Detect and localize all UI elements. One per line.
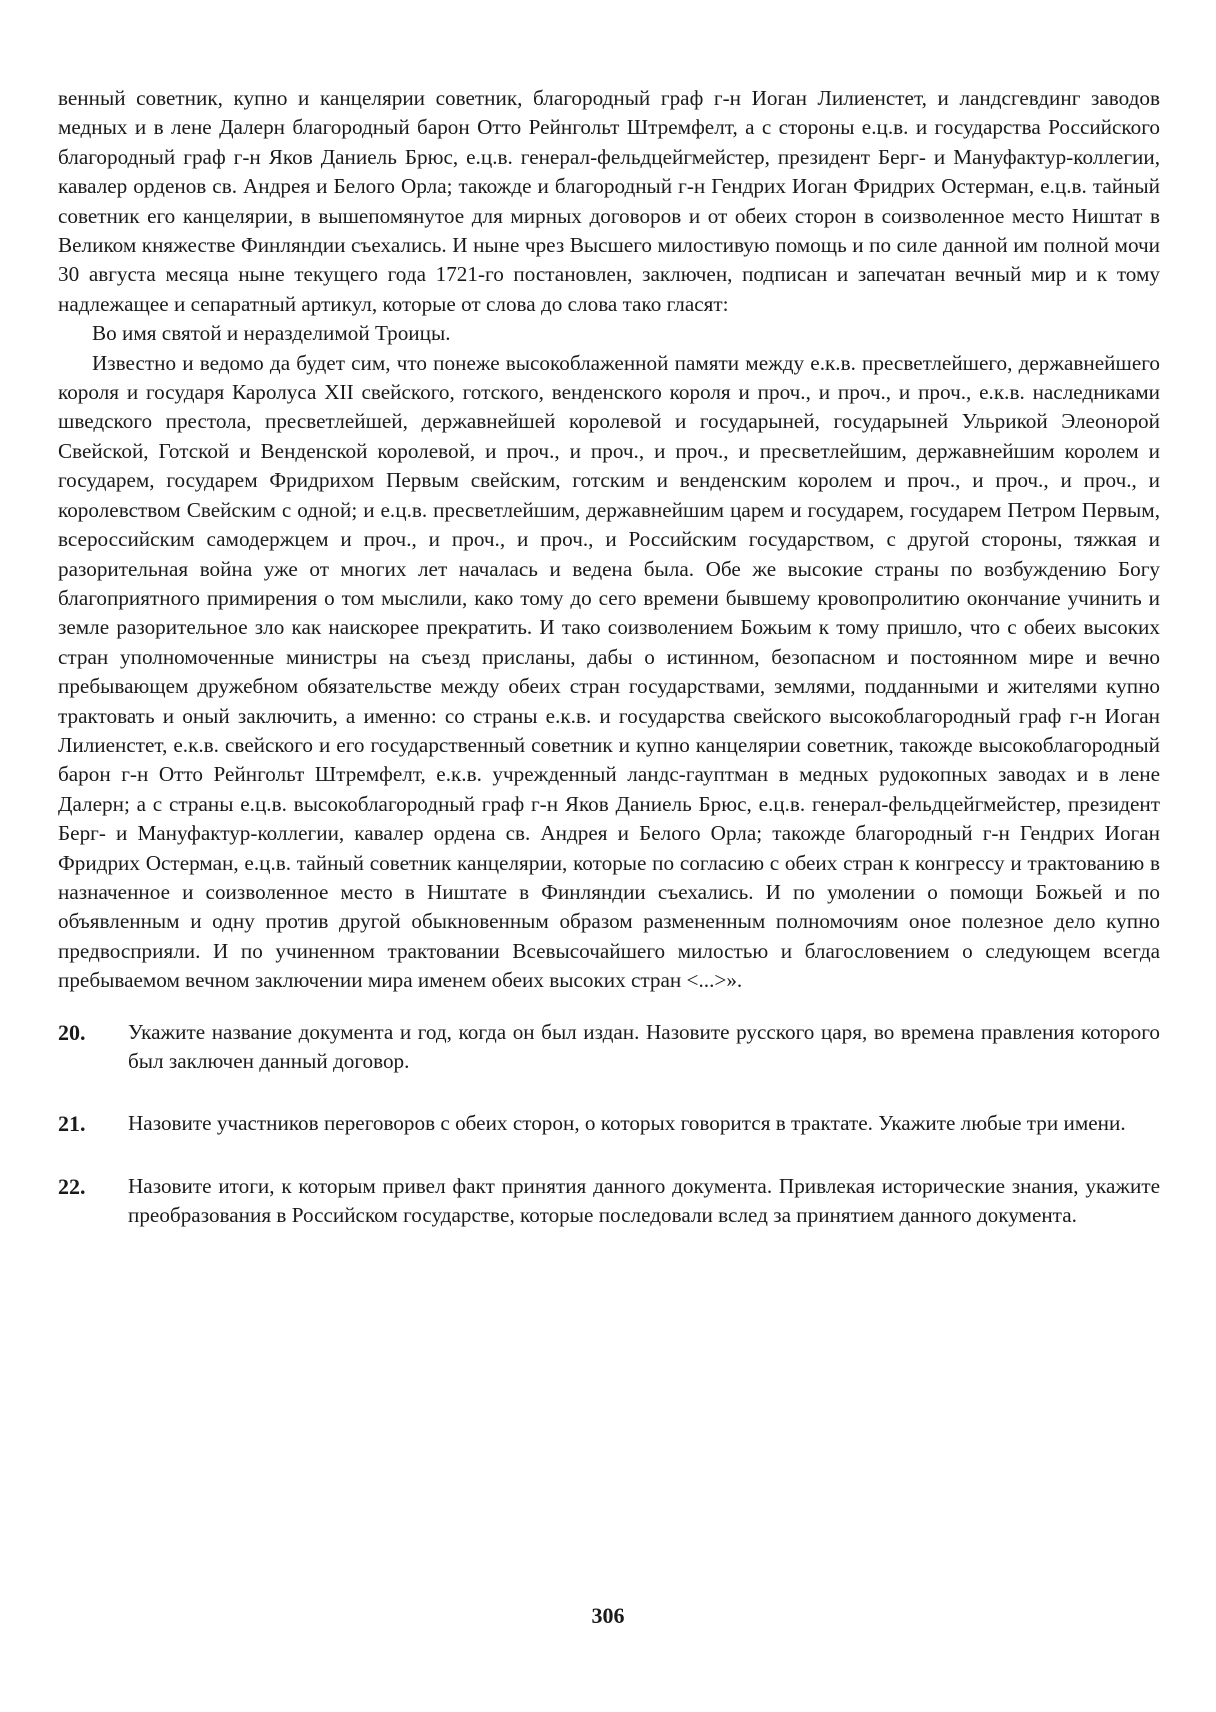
question-22 (58, 1172, 1160, 1231)
paragraph-treaty-preamble: Известно и ведомо да будет сим, что понеже высокоблаженной памяти между е.к.в. пресветлейшего, державнейшего короля и государя Каролуса XII свейского, готского, венденского короля и проч., и проч., и проч., е.к.в. наследниками шведского престола, пресветлейшей, державнейшей королевой и государыней, государыней Ульрикой Элеонорой Свейской, Готской и Венденской королевой, и проч., и проч., и проч., и пресветлейшим, державнейшим королем и государем, государем Фридрихом Первым свейским, готским и венденским королем и проч., и проч., и проч., и королевством Свейским с одной; и е.ц.в. пресветлейшим, державнейшим царем и государем, государем Петром Первым, всероссийским самодержцем и проч., и проч., и проч., и Российским государством, с другой стороны, тяжкая и разорительная война уже от многих лет началась и ведена была. Обе же высокие страны по возбуждению Богу благоприятного примирения о том мыслили, како тому до сего времени бывшему кровопролитию окончание учинить и земле разорительное зло как наискорее прекратить. И тако соизволением Божьим к тому пришло, что с обеих высоких стран уполномоченные министры на съезд присланы, дабы о истинном, безопасном и постоянном мире и вечно пребывающем дружебном обязательстве между обеих стран государствами, землями, подданными и жителями купно трактовать и оный заключить, а именно: со страны е.к.в. и государства свейского высокоблагородный граф г-н Иоган Лилиенстет, е.к.в. свейского и его государственный советник и купно канцелярии советник, такожде высокоблагородный барон г-н Отто Рейнгольт Штремфелт, е.к.в. учрежденный ландс-гауптман в медных рудокопных заводах и в лене Далерн; а с страны е.ц.в. высокоблагородный граф г-н Яков Даниель Брюс, е.ц.в. генерал-фельдцейгмейстер, президент Берг- и Мануфактур-коллегии, кавалер ордена св. Андрея и Белого Орла; такожде благородный г-н Гендрих Иоган Фридрих Остерман, е.ц.в. тайный советник канцелярии, которые по согласию с обеих стран к конгрессу и трактованию в назначенное и соизволенное место в Ништате в Финляндии съехались. И по умолении о помощи Божьей и по объявленным и одну против другой обыкновенным образом размененным полномочиям оное полезное дело купно предвосприяли. И по учиненном трактовании Всевысочайшего милостью и благословением о следующем всегда пребываемом вечном заключении мира именем обеих высоких стран <...>». (58, 350, 1160, 993)
source-text (58, 84, 1160, 996)
page (58, 84, 1160, 1264)
questions-list (58, 1018, 1160, 1231)
page-number: 306 (591, 1603, 625, 1628)
paragraph-continuation: венный советник, купно и канцелярии советник, благородный граф г-н Иоган Лилиенстет, и ландсгевдинг заводов медных и в лене Далерн благородный барон Отто Рейнгольт Штремфелт, а с стороны е.ц.в. и государства Российского благородный граф г-н Яков Даниель Брюс, е.ц.в. генерал-фельдцейгмейстер, президент Берг- и Мануфактур-коллегии, кавалер орденов св. Андрея и Белого Орла; такожде и благородный г-н Гендрих Иоган Фридрих Остерман, е.ц.в. тайный советник его канцелярии, в вышепомянутое для мирных договоров и от обеих сторон в соизволенное место Ништат в Великом княжестве Финляндии съехались. И ныне чрез Высшего милостивую помощь и по силе данной им полной мочи 30 августа месяца ныне текущего года 1721-го постановлен, заключен, подписан и запечатан вечный мир и к тому надлежащее и сепаратный артикул, которые от слова до слова тако гласят: (58, 86, 1160, 316)
question-text: Укажите название документа и год, когда он был издан. Назовите русского царя, во времена правления которого был заключен данный договор. (128, 1019, 1160, 1073)
question-21 (58, 1109, 1160, 1138)
question-number: 21. (58, 1111, 86, 1137)
question-text: Назовите участников переговоров с обеих сторон, о которых говорится в трактате. Укажите любые три имени. (128, 1111, 1126, 1136)
question-number: 22. (58, 1173, 86, 1199)
question-20 (58, 1018, 1160, 1077)
question-text: Назовите итоги, к которым привел факт принятия данного документа. Привлекая исторические знания, укажите преобразования в Российском государстве, которые последовали вслед за принятием данного документа. (128, 1173, 1160, 1228)
paragraph-invocation: Во имя святой и неразделимой Троицы. (92, 321, 451, 346)
question-number: 20. (58, 1019, 86, 1045)
